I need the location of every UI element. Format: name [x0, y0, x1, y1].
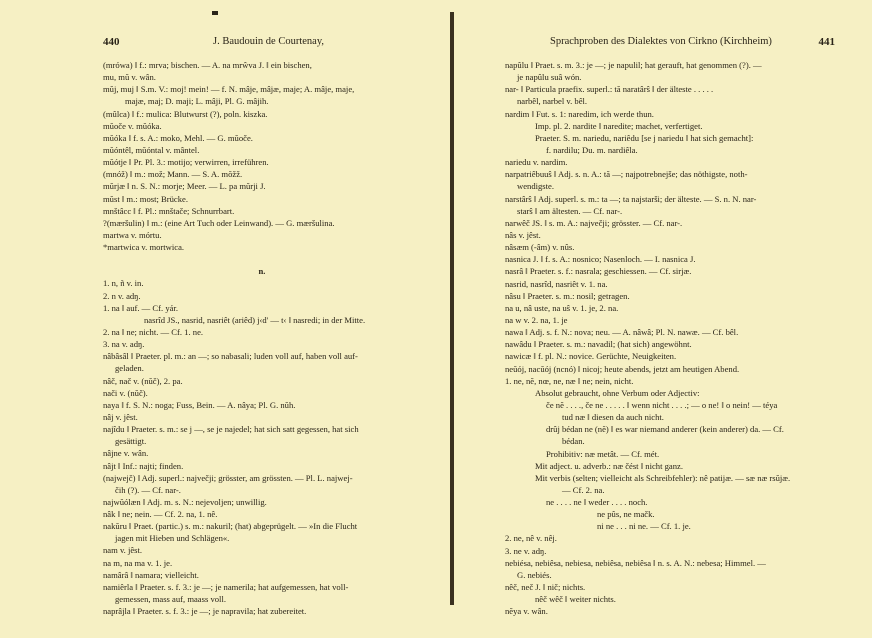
entry-line: martwa v. mórtu.	[103, 229, 162, 240]
entry-line: ?(mæršulin) ‖ m.: (eine Art Tuch oder Leinwand). — G. mæršulina.	[103, 217, 335, 228]
entry-line: naprâjla ‖ Praeter. s. f. 3.: je —; je napravila; hat zubereitet.	[103, 606, 307, 617]
entry-line: bédan.	[562, 436, 585, 447]
entry-line: namârâ ‖ namara; vielleicht.	[103, 569, 199, 580]
entry-line: (mûlca) ‖ f.: mulica: Blutwurst (?), poln. kiszka.	[103, 108, 268, 119]
entry-line: nâbâsâl ‖ Praeter. pl. m.: an —; so nabasali; luden voll auf, haben voll auf-	[103, 351, 358, 362]
entry-line: nasnica J. ‖ f. s. A.: nosnico; Nasenloch. — I. nasnica J.	[505, 254, 696, 265]
entry-line: Mit verbis (selten; vielleicht als Schreibfehler): nê patijæ. — sæ næ rsŭjæ.	[535, 472, 791, 483]
entry-line: nasrâ ‖ Praeter. s. f.: nasrala; geschiessen. — Cf. sirjæ.	[505, 266, 692, 277]
entry-line: mŭótje ‖ Pr. Pl. 3.: motijo; verwirren, irreführen.	[103, 157, 269, 168]
entry-line: nasrid, nasrîd, nasriêt v. 1. na.	[505, 278, 608, 289]
entry-line: ni ne . . . ni ne. — Cf. 1. je.	[597, 521, 691, 532]
entry-line: (najwejč) ‖ Adj. superl.: največji; grösster, am grössten. — Pl. L. najwej-	[103, 472, 353, 483]
entry-line: najwŭólæn ‖ Adj. m. s. N.: nejevoljen; unwillig.	[103, 496, 267, 507]
entry-line: nariedu v. nardim.	[505, 157, 568, 168]
entry-line: nam v. jêst.	[103, 545, 143, 556]
running-head	[103, 35, 421, 49]
left-page	[103, 35, 421, 617]
entry-line: čih (?). — Cf. nar-.	[115, 484, 181, 495]
entry-line: drûj bédan ne (nĕ) ‖ es war niemand anderer (kein anderer) da. — Cf.	[546, 424, 784, 435]
running-head-title: Sprachproben des Dialektes von Cirkno (Kirchheim)	[550, 36, 772, 47]
entry-line: najîdu ‖ Praeter. s. m.: se j —, se je najedel; hat sich satt gegessen, hat sich	[103, 424, 359, 435]
running-head	[505, 35, 835, 49]
entry-line: 2. ne, nê v. nêj.	[505, 533, 557, 544]
entry-line: narstârŝ ‖ Adj. superl. s. m.: ta —; ta najstarši; der älteste. — S. n. N. nar-	[505, 193, 757, 204]
entry-line: nâsu ‖ Praeter. s. m.: nosil; getragen.	[505, 290, 630, 301]
entry-line: 2. n v. adŋ.	[103, 290, 141, 301]
entry-line: mnštâcc ‖ f. Pl.: mnštače; Schnurrbart.	[103, 205, 235, 216]
entry-line: nâsæm (-âm) v. nûs.	[505, 242, 575, 253]
entry-line: nawâdu ‖ Praeter. s. m.: navadil; (hat sich) angewöhnt.	[505, 339, 692, 350]
entry-line: ne . . . . ne ‖ weder . . . . noch.	[546, 497, 648, 508]
entry-line: mŭst ‖ m.: most; Brücke.	[103, 193, 189, 204]
entry-line: narwêč JS. ‖ s. m. A.: največji; grösster. — Cf. nar-.	[505, 217, 683, 228]
entry-line: gemessen, mass auf, maass voll.	[115, 594, 226, 605]
section-letter: n.	[258, 266, 266, 277]
entry-line: nâč, nač v. (nŭč), 2. pa.	[103, 375, 183, 386]
entry-line: narpatriêbuuŝ ‖ Adj. s. n. A.: tă —; najpotrebnejše; das nöthigste, noth-	[505, 169, 748, 180]
entry-line: wendigste.	[517, 181, 554, 192]
entry-line: 1. n, ñ v. in.	[103, 278, 144, 289]
entry-line: na m, na ma v. 1. je.	[103, 557, 173, 568]
entry-line: nâjne v. wân.	[103, 448, 149, 459]
entry-line: neŭój, nacŭój (ncnó) ‖ nicoj; heute abends, jetzt am heutigen Abend.	[505, 363, 740, 374]
entry-line: 1. ne, nĕ, nœ, ne, næ ‖ ne; nein, nicht.	[505, 375, 634, 386]
entry-line: nači v. (nŭč).	[103, 387, 148, 398]
entry-line: (mrówa) ‖ f.: mrva; bischen. — A. na mrŵva J. ‖ ein bischen,	[103, 60, 312, 70]
entry-line: Praeter. S. m. nariedu, nariêdu [se j nariedu ‖ hat sich gemacht]:	[535, 132, 754, 143]
entry-line: nasrîd JS., nasrid, nasriêt (ariêd) j‹d' — t‹ ‖ nasredi; in der Mitte.	[144, 314, 366, 325]
entry-line: *martwica v. mortwica.	[103, 242, 185, 253]
entry-line: tud næ ‖ diesen da auch nicht.	[562, 412, 664, 423]
entry-line: nawicæ ‖ f. pl. N.: novice. Gerüchte, Neuigkeiten.	[505, 351, 677, 362]
entry-line: Absolut gebraucht, ohne Verbum oder Adjectiv:	[535, 387, 700, 398]
entry-line: starŝ ‖ am ältesten. — Cf. nar-.	[517, 205, 623, 216]
running-head-title: J. Baudouin de Courtenay,	[213, 36, 325, 47]
entry-line: G. nebiés.	[517, 569, 552, 580]
entry-line: (mnóž) ‖ m.: mož; Mann. — S. A. mŏžž.	[103, 169, 243, 180]
entry-line: mu, mŭ v. wân.	[103, 72, 156, 83]
entry-line: narbêl, narbel v. bêl.	[517, 96, 588, 107]
entry-line: ne pûs, ne mačk.	[597, 509, 655, 520]
dictionary-entries	[505, 59, 835, 617]
entry-line: nardim ‖ Fut. s. 1: naredim, ich werde thun.	[505, 108, 654, 119]
entry-line: Mit adject. u. adverb.: næ čést ‖ nicht ganz.	[535, 460, 683, 471]
entry-line: napûlu ‖ Praet. s. m. 3.: je —; je napulil; hat gerauft, hat genommen (?). —	[505, 60, 762, 70]
entry-line: mŭrjæ ‖ n. S. N.: morje; Meer. — L. pa mŭrji J.	[103, 181, 266, 192]
entry-line: mŭóka ‖ f. s. A.: moko, Mehl. — G. mŭoče.	[103, 132, 253, 143]
entry-line: nâk ‖ ne; nein. — Cf. 2. na, 1. nê.	[103, 509, 218, 520]
entry-line: nâs v. jêst.	[505, 229, 541, 240]
entry-line: mŭoče v. mŭóka.	[103, 120, 162, 131]
entry-line: nĕya v. wân.	[505, 606, 548, 617]
entry-line: geladen.	[115, 363, 144, 374]
entry-line: nâj v. jêst.	[103, 411, 138, 422]
entry-line: naya ‖ f. S. N.: noga; Fuss, Bein. — A. nâya; Pl. G. nŭh.	[103, 399, 296, 410]
entry-line: nebiésa, nebiêsa, nebiesa, nebiêsa, nebiêsa ‖ n. s. A. N.: nebesa; Himmel. —	[505, 557, 766, 568]
entry-line: če nĕ . . . ., če ne . . . . . ‖ wenn nicht . . . .; — o ne! ‖ o nein! — téya	[546, 399, 778, 410]
entry-line: f. nardilu; Du. m. nardiêla.	[546, 144, 638, 155]
entry-line: je napûlu suâ wón.	[517, 72, 582, 83]
dictionary-entries	[103, 59, 421, 617]
entry-line: jagen mit Hieben und Schlägen«.	[115, 533, 230, 544]
scan-mark	[212, 11, 218, 15]
entry-line: mŭj, muj ‖ S.m. V.: moj! mein! — f. N. mâje, mâjæ, maje; A. mâje, maje,	[103, 84, 355, 95]
entry-line: 3. na v. adŋ.	[103, 339, 145, 350]
entry-line: nâjt ‖ Inf.: najti; finden.	[103, 460, 184, 471]
entry-line: Imp. pl. 2. nardite ‖ naredite; machet, verfertiget.	[535, 120, 703, 131]
entry-line: mŭóntêl, mŭóntal v. mântel.	[103, 144, 200, 155]
entry-line: nawa ‖ Adj. s. f. N.: nova; neu. — A. nâwâ; Pl. N. nawæ. — Cf. bêl.	[505, 327, 739, 338]
entry-line: nakŭru ‖ Praet. (partic.) s. m.: nakuril; (hat) abgeprügelt. — »In die Flucht	[103, 521, 358, 532]
entry-line: Prohibitiv: næ metât. — Cf. mét.	[546, 448, 660, 459]
page-number: 441	[818, 36, 835, 48]
entry-line: 2. na ‖ ne; nicht. — Cf. 1. ne.	[103, 326, 204, 337]
entry-line: majæ, maj; D. maji; L. mâji, Pl. G. mâjih.	[125, 96, 269, 107]
entry-line: na u, nâ uste, na uŝ v. 1. je, 2. na.	[505, 302, 619, 313]
right-page	[505, 35, 835, 617]
entry-line: na w v. 2. na, 1. je	[505, 314, 568, 325]
entry-line: nar- ‖ Particula praefix. superl.: tă naratârŝ ‖ der älteste . . . . .	[505, 84, 714, 95]
page-number: 440	[103, 36, 120, 48]
entry-line: 3. ne v. adŋ.	[505, 545, 547, 556]
entry-line: 1. na ‖ auf. — Cf. yár.	[103, 302, 178, 313]
entry-line: namiêrla ‖ Praeter. s. f. 3.: je —; je namerila; hat aufgemessen, hat voll-	[103, 581, 349, 592]
entry-line: nêč wêč ‖ weiter nichts.	[535, 594, 616, 605]
book-spine-gutter	[450, 12, 454, 605]
entry-line: gesättigt.	[115, 436, 147, 447]
entry-line: nêč, neč J. ‖ nič; nichts.	[505, 582, 586, 593]
entry-line: — Cf. 2. na.	[562, 484, 605, 495]
